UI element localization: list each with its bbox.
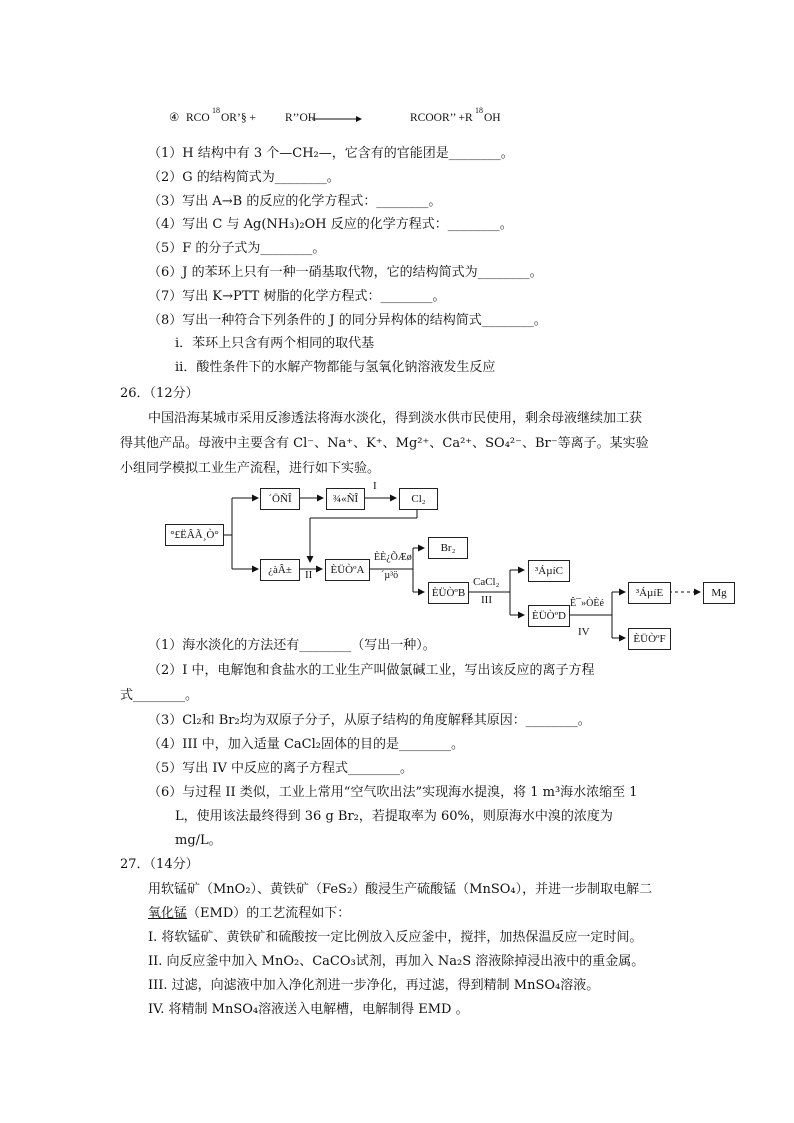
- q26-header: 26．（12分）: [120, 386, 199, 401]
- crude-salt-box: ´ÖÑÎ: [260, 488, 300, 510]
- eq-sup-a: 18: [212, 106, 220, 115]
- step-label-i: I: [373, 480, 377, 492]
- q26-question-2-cont: 式________。: [120, 688, 199, 703]
- eq-left-term-a: RCO: [186, 112, 210, 124]
- q25-condition-2: ii．酸性条件下的水解产物都能与氢氧化钠溶液发生反应: [175, 360, 496, 375]
- q26-question-1: （1）海水淡化的方法还有________（写出一种）。: [148, 638, 436, 653]
- mg-box: Mg: [703, 582, 735, 604]
- q25-item-1: （1）H 结构中有 3 个—CH₂—，它含有的官能团是________。: [148, 146, 514, 161]
- q25-item-3: （3）写出 A→B 的反应的化学方程式：________。: [148, 194, 442, 209]
- q27-intro-2: [148, 905, 350, 923]
- q26-question-5: （5）写出 IV 中反应的离子方程式________。: [148, 761, 414, 776]
- step-label-iii: III: [481, 594, 492, 606]
- solution-f-box: ÈÜÒºF: [628, 628, 671, 650]
- reagent-lime-milk: Ê¯»ÒÈé: [570, 598, 604, 609]
- eq-left-term-b: OR: [221, 112, 237, 124]
- q27-intro-2-rest: （EMD）的工艺流程如下：: [187, 906, 351, 921]
- eq-right-term-2: R: [465, 112, 473, 124]
- q26-intro-3: 小组同学模拟工业生产流程，进行如下实验。: [120, 461, 381, 476]
- q25-item-8: （8）写出一种符合下列条件的 J 的同分异构体的结构简式________。: [148, 313, 547, 328]
- bittern-box: ¿àÂ±: [260, 559, 300, 581]
- reagent-blow-out: ´µ³ö: [381, 570, 399, 581]
- q25-item-5: （5）F 的分子式为________。: [148, 241, 326, 256]
- precipitate-c-box: ³ÁµíC: [528, 560, 570, 582]
- q25-item-4: （4）写出 C 与 Ag(NH₃)₂OH 反应的化学方程式：________。: [148, 217, 513, 232]
- q25-item-2: （2）G 的结构简式为________。: [148, 170, 340, 185]
- q25-condition-1: i．苯环上只含有两个相同的取代基: [175, 336, 375, 351]
- mother-liquor-box: °£ËÂÃ¸Ò°: [165, 524, 224, 546]
- q26-question-6: （6）与过程 II 类似，工业上常用“空气吹出法”实现海水提溴，将 1 m³海水浓缩至 1: [148, 785, 638, 800]
- step-label-iv: IV: [578, 626, 590, 638]
- br2-box: Br₂: [428, 537, 468, 559]
- circle-number: ④: [169, 112, 180, 124]
- q26-question-6-unit: mg/L。: [175, 833, 222, 848]
- q27-step-1: I. 将软锰矿、黄铁矿和硫酸按一定比例放入反应釜中，搅拌，加热保温反应一定时间。: [148, 930, 643, 945]
- eq-left-term-2: R’’OH: [285, 112, 317, 124]
- q27-intro-1: 用软锰矿（MnO₂）、黄铁矿（FeS₂）酸浸生产硫酸锰（MnSO₄），并进一步制取电解二: [148, 882, 653, 897]
- q27-step-3: III. 过滤，向滤液中加入净化剂进一步净化，再过滤，得到精制 MnSO₄溶液。: [148, 978, 600, 993]
- q27-step-4: IV. 将精制 MnSO₄溶液送入电解槽，电解制得 EMD 。: [148, 1002, 469, 1017]
- eq-sup-b: 18: [475, 106, 483, 115]
- precipitate-e-box: ³ÁµíE: [628, 582, 671, 604]
- q25-item-7: （7）写出 K→PTT 树脂的化学方程式：________。: [148, 289, 446, 304]
- eq-right-term-2b: OH: [484, 112, 501, 124]
- solution-d-box: ÈÜÒºD: [528, 605, 570, 627]
- q27-step-2: II. 向反应釜中加入 MnO₂、CaCO₃试剂，再加入 Na₂S 溶液除掉浸出液中的重金属。: [148, 954, 645, 969]
- reagent-cacl2: CaCl₂: [473, 576, 500, 588]
- q25-item-6: （6）J 的苯环上只有一种一硝基取代物，它的结构简式为________。: [148, 265, 543, 280]
- q26-question-4: （4）III 中，加入适量 CaCl₂固体的目的是________。: [148, 737, 464, 752]
- q26-question-2: （2）I 中，电解饱和食盐水的工业生产叫做氯碱工业，写出该反应的离子方程: [148, 663, 595, 678]
- q26-question-3: （3）Cl₂和 Br₂均为双原子分子，从原子结构的角度解释其原因：________。: [148, 713, 591, 728]
- q27-intro-2-underlined: 氧化锰: [148, 906, 188, 921]
- q26-intro-1: 中国沿海某城市采用反渗透法将海水淡化，得到淡水供市民使用，剩余母液继续加工获: [148, 411, 643, 426]
- eq-right-term-1: RCOOR’’ +: [410, 112, 465, 124]
- q26-question-6-cont: L，使用该法最终得到 36 g Br₂，若提取率为 60%，则原海水中溴的浓度为: [175, 809, 613, 824]
- reagent-hot-air: ÈÈ¿ÕÆø: [374, 552, 412, 563]
- eq-garble: ’§ +: [237, 112, 256, 124]
- refined-salt-box: ¾«ÑÎ: [326, 488, 365, 510]
- step-label-ii: II: [305, 569, 313, 581]
- q26-intro-2: 得其他产品。母液中主要含有 Cl⁻、Na⁺、K⁺、Mg²⁺、Ca²⁺、SO₄²⁻、Br⁻等离子。某实验: [120, 436, 649, 451]
- cl2-box: Cl₂: [399, 488, 438, 510]
- q27-header: 27．（14分）: [120, 857, 199, 872]
- solution-a-box: ÈÜÒºA: [325, 559, 370, 581]
- solution-b-box: ÈÜÒºB: [428, 582, 469, 604]
